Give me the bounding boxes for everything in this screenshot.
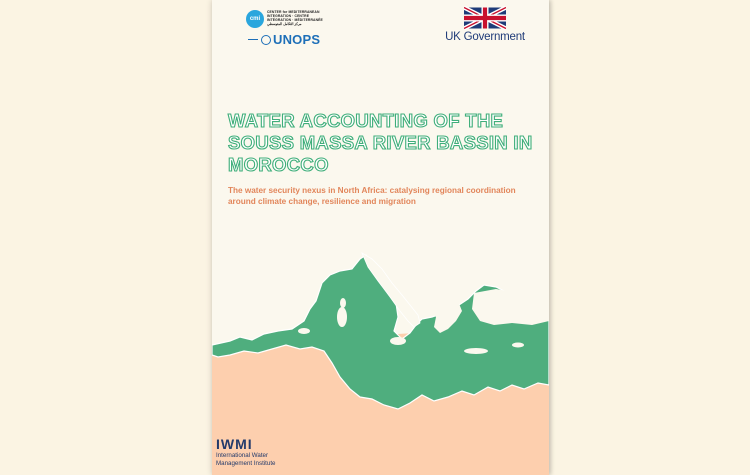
iwmi-wordmark: IWMI [216,436,253,452]
report-cover [212,0,549,475]
sicily-island [390,337,406,345]
balearic-island [298,328,310,334]
cmi-line: مركز التكامل المتوسطي [267,22,302,26]
cmi-line: INTÉGRATION · MÉDITERRANÉE [267,18,323,22]
corsica-island [340,298,346,308]
cmi-logo-mark: cmi [246,10,264,28]
unops-logo [248,32,320,47]
cmi-line: CENTER for MEDITERRANEAN [267,10,320,14]
mediterranean-map [212,245,549,435]
report-title: WATER ACCOUNTING OF THE SOUSS MASSA RIVER BASSIN IN MOROCCO [228,110,533,175]
turkey-land [472,289,549,325]
un-globe-icon [261,35,271,45]
uk-government-wordmark: UK Government [445,31,525,43]
report-subtitle: The water security nexus in North Africa: catalysing regional coordination around climate change, resilience and migration [228,186,516,206]
iwmi-logo [216,436,296,467]
cmi-logo-text [267,10,331,26]
iwmi-full-name: International Water Management Institute [216,452,276,467]
cmi-line: INTEGRATION · CENTRE [267,14,310,18]
union-jack-flag-icon [464,6,506,30]
uk-government-logo [439,6,531,43]
cmi-unops-logo [246,8,332,48]
cyprus-island [512,343,524,348]
unops-wordmark: UNOPS [273,32,321,47]
divider [248,39,258,41]
sardinia-island [337,307,347,327]
crete-island [464,348,488,354]
